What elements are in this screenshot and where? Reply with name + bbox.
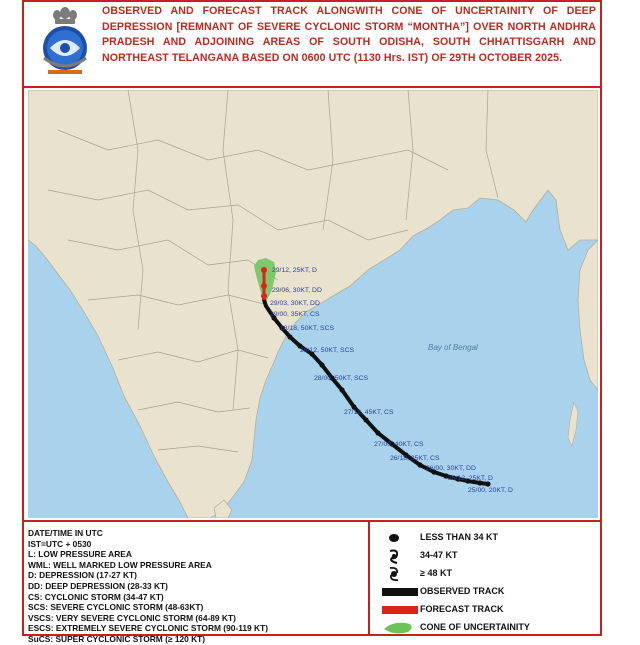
legend-symbol-label: FORECAST TRACK <box>420 604 504 614</box>
track-label: 29/03, 30KT, DD <box>270 300 320 307</box>
legend-definition: ESCS: EXTREMELY SEVERE CYCLONIC STORM (90-119 KT) <box>28 623 268 634</box>
track-label: 29/06, 30KT, DD <box>272 287 322 294</box>
track-label: 26/18, 35KT, CS <box>390 455 440 462</box>
depression-dot-icon <box>380 530 420 546</box>
track-label: 27/12, 45KT, CS <box>344 409 394 416</box>
track-map <box>28 90 598 518</box>
observed-track-line-icon <box>380 584 420 600</box>
track-label: 28/18, 50KT, SCS <box>280 325 335 332</box>
legend-definition: IST=UTC + 0530 <box>28 538 92 549</box>
legend-definition: VSCS: VERY SEVERE CYCLONIC STORM (64-89 KT) <box>28 612 236 623</box>
legend-symbols <box>374 528 596 632</box>
imd-emblem-logo <box>30 6 100 78</box>
legend-symbol-label: ≥ 48 KT <box>420 568 452 578</box>
legend-symbol-label: OBSERVED TRACK <box>420 586 505 596</box>
legend-symbol-label: CONE OF UNCERTAINITY <box>420 622 530 632</box>
track-label: 29/12, 25KT, D <box>272 267 317 274</box>
severe-cyclone-symbol-icon <box>380 566 420 582</box>
legend-definition: L: LOW PRESSURE AREA <box>28 549 132 560</box>
track-label: 27/00, 40KT, CS <box>374 441 424 448</box>
legend-definition: WML: WELL MARKED LOW PRESSURE AREA <box>28 559 212 570</box>
legend <box>24 520 600 644</box>
legend-row <box>374 584 596 600</box>
legend-divider <box>368 522 370 636</box>
legend-definition: CS: CYCLONIC STORM (34-47 KT) <box>28 591 164 602</box>
legend-definition: SuCS: SUPER CYCLONIC STORM (≥ 120 KT) <box>28 633 206 644</box>
legend-row <box>374 548 596 564</box>
page-title: OBSERVED AND FORECAST TRACK ALONGWITH CONE OF UNCERTAINITY OF DEEP DEPRESSION [REMNANT OF SEVERE CYCLONIC STORM “MONTHA”] OVER NORTH ANDHRA PRADESH AND ADJOINING AREAS OF SOUTH ODISHA, SOUTH CHHATTISGARH AND NORTHEAST TELANGANA BASED ON 0600 UTC (1130 Hrs. IST) OF 29TH OCTOBER 2025. <box>102 5 596 64</box>
track-label: 25/12, 25KT, D <box>448 475 493 482</box>
legend-symbol-label: 34-47 KT <box>420 550 458 560</box>
legend-row <box>374 602 596 618</box>
track-label: 28/00, 50KT, SCS <box>314 375 369 382</box>
legend-definition: DD: DEEP DEPRESSION (28-33 KT) <box>28 580 168 591</box>
legend-definitions <box>28 528 368 645</box>
track-label: 26/00, 30KT, DD <box>426 465 476 472</box>
legend-row <box>374 620 596 636</box>
track-label: 25/00, 20KT, D <box>468 487 513 494</box>
bay-label: Bay of Bengal <box>428 343 478 352</box>
header <box>24 2 600 88</box>
legend-definition: D: DEPRESSION (17-27 KT) <box>28 570 137 581</box>
forecast-track-line-icon <box>380 602 420 618</box>
legend-definition: DATE/TIME IN UTC <box>28 528 103 538</box>
cone-icon <box>380 620 420 636</box>
bulletin-frame <box>22 0 602 644</box>
legend-row <box>374 566 596 582</box>
legend-row <box>374 530 596 546</box>
cyclone-symbol-icon <box>380 548 420 564</box>
legend-symbol-label: LESS THAN 34 KT <box>420 532 499 542</box>
track-label: 28/12, 50KT, SCS <box>300 347 355 354</box>
legend-definition: SCS: SEVERE CYCLONIC STORM (48-63KT) <box>28 602 204 613</box>
track-label: 29/00, 35KT, CS <box>270 311 320 318</box>
